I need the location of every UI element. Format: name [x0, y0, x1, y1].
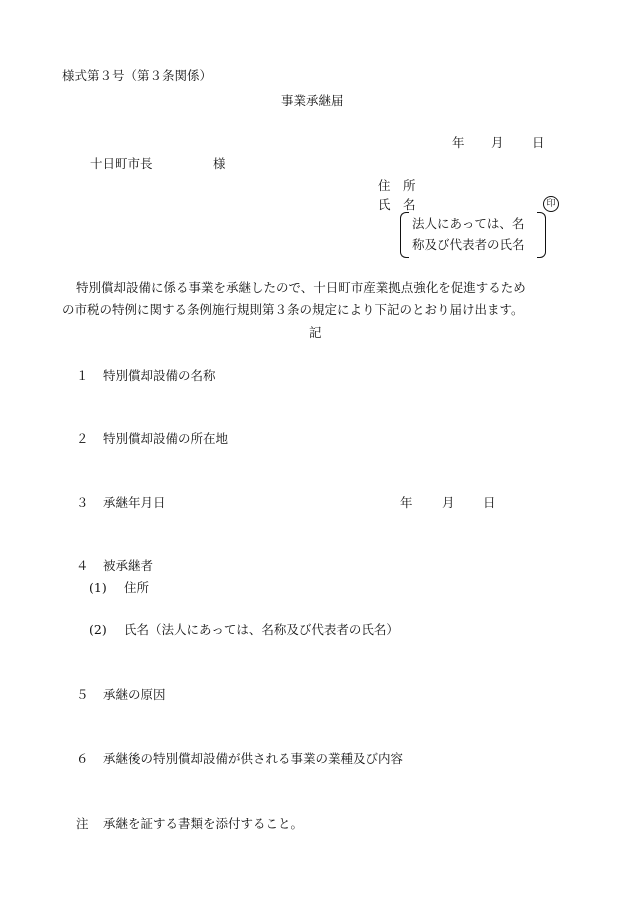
date-month: 月 [491, 135, 504, 150]
item-4-sub-1-label: 住所 [124, 580, 150, 595]
left-bracket [400, 212, 409, 258]
note-text: 承継を証する書類を添付すること。 [103, 816, 304, 831]
right-bracket [537, 212, 546, 258]
item-4-sub-2-label: 氏名（法人にあっては、名称及び代表者の氏名） [124, 622, 399, 637]
body-line-1: 特別償却設備に係る事業を承継したので、十日町市産業拠点強化を促進するため [76, 280, 526, 295]
item-6-label: 承継後の特別償却設備が供される事業の業種及び内容 [103, 751, 404, 766]
corporate-note-line1: 法人にあっては、名 [412, 216, 525, 231]
form-label: 様式第３号（第３条関係） [62, 68, 213, 83]
item-3-day: 日 [483, 495, 496, 510]
item-3-label: 承継年月日 [103, 495, 166, 510]
seal-mark: 印 [543, 196, 559, 212]
date-year: 年 [452, 135, 465, 150]
corporate-note [400, 212, 546, 256]
item-3-month: 月 [442, 495, 455, 510]
document-title: 事業承継届 [281, 93, 344, 108]
item-4-sub-1-number: (1) [89, 580, 107, 595]
addressee-name: 十日町市長 [90, 156, 153, 171]
ki-heading: 記 [309, 325, 322, 340]
item-5-label: 承継の原因 [103, 687, 166, 702]
addressee-honorific: 様 [213, 156, 226, 171]
item-3-number: ３ [76, 495, 89, 510]
item-2-label: 特別償却設備の所在地 [103, 431, 229, 446]
item-4-label: 被承継者 [103, 558, 154, 573]
item-2-number: ２ [76, 431, 89, 446]
item-5-number: ５ [76, 687, 89, 702]
item-1-label: 特別償却設備の名称 [103, 368, 216, 383]
item-3-year: 年 [400, 495, 413, 510]
date-day: 日 [532, 135, 545, 150]
body-line-2: の市税の特例に関する条例施行規則第３条の規定により下記のとおり届け出ます。 [62, 302, 524, 317]
note-prefix: 注 [76, 816, 89, 831]
item-1-number: １ [76, 368, 89, 383]
item-4-number: ４ [76, 558, 89, 573]
applicant-name-label: 氏 名 [378, 197, 416, 212]
item-6-number: ６ [76, 751, 89, 766]
applicant-address-label: 住 所 [378, 178, 416, 193]
item-4-sub-2-number: (2) [89, 622, 107, 637]
corporate-note-line2: 称及び代表者の氏名 [412, 237, 525, 252]
